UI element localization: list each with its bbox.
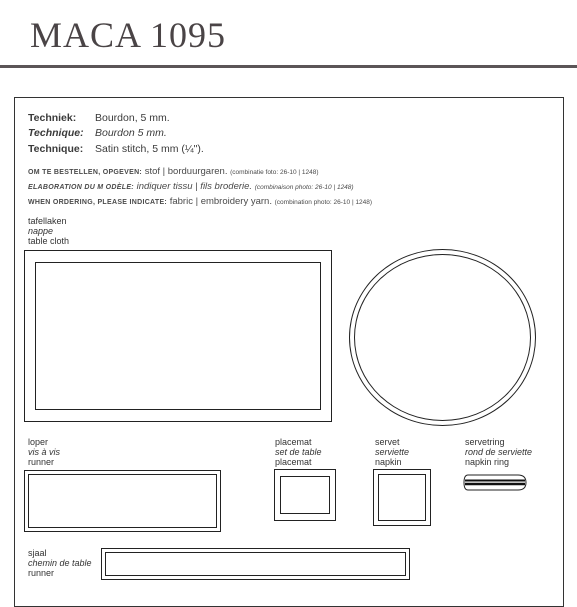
ordering-line-fr (28, 181, 354, 192)
ordering-note: (combinatie foto: 26-10 | 1248) (230, 169, 319, 176)
label-nl: sjaal (28, 548, 47, 558)
spec-line-en (28, 143, 204, 155)
napkin-diagram (373, 469, 431, 526)
label-nl: servetring (465, 437, 505, 447)
label-nl: servet (375, 437, 400, 447)
label-nl: tafellaken (28, 216, 67, 226)
label-nl: loper (28, 437, 49, 447)
ordering-value: stof | borduurgaren. (144, 166, 228, 177)
tablecloth-label (28, 216, 69, 246)
label-en: napkin ring (465, 457, 510, 467)
label-en: runner (28, 568, 55, 578)
label-en: napkin (375, 457, 402, 467)
label-en: placemat (275, 457, 312, 467)
napkin-ring-outline (464, 475, 526, 490)
label-fr: nappe (28, 226, 54, 236)
placemat-label (275, 437, 322, 467)
spec-value: Satin stitch, 5 mm (¼"). (95, 143, 204, 155)
spec-line-fr (28, 127, 167, 139)
label-en: table cloth (28, 236, 70, 246)
label-fr: serviette (375, 447, 410, 457)
ordering-key: ELABORATION DU M ODÈLE: (28, 184, 134, 191)
ordering-value: indiquer tissu | fils broderie. (136, 181, 253, 192)
spec-label: Technique: (28, 127, 84, 139)
header-rule (0, 65, 577, 68)
table-runner-diagram (101, 548, 410, 580)
label-fr: chemin de table (28, 558, 92, 568)
table-runner-embroidery-line (105, 552, 406, 576)
spec-value: Bourdon 5 mm. (95, 127, 167, 139)
ordering-line-nl (28, 166, 319, 177)
ordering-key: WHEN ORDERING, PLEASE INDICATE: (28, 199, 168, 206)
label-en: runner (28, 457, 55, 467)
ordering-note: (combinaison photo: 26-10 | 1248) (254, 184, 354, 191)
spec-value: Bourdon, 5 mm. (95, 112, 170, 124)
label-fr: rond de serviette (465, 447, 533, 457)
tablecloth-rect-diagram (24, 250, 332, 422)
placemat-embroidery-line (280, 476, 330, 514)
napkin-ring-label (465, 437, 532, 467)
ordering-note: (combination photo: 26-10 | 1248) (274, 199, 373, 206)
ordering-line-en (28, 196, 372, 207)
runner-label (28, 437, 60, 467)
spec-line-nl (28, 112, 170, 124)
page-title: MACA 1095 (30, 15, 227, 55)
napkin-ring-diagram (462, 469, 530, 497)
napkin-embroidery-line (378, 474, 426, 521)
label-nl: placemat (275, 437, 312, 447)
label-fr: vis à vis (28, 447, 61, 457)
ordering-value: fabric | embroidery yarn. (169, 196, 272, 207)
runner-diagram (24, 470, 221, 532)
placemat-diagram (274, 469, 336, 521)
napkin-label (375, 437, 409, 467)
ordering-key: OM TE BESTELLEN, OPGEVEN: (28, 169, 143, 176)
tablecloth-embroidery-line (35, 262, 321, 410)
label-fr: set de table (275, 447, 322, 457)
runner-embroidery-line (28, 474, 217, 528)
spec-label: Technique: (28, 143, 84, 155)
table-runner-label (28, 548, 92, 578)
tablecloth-round-embroidery-line (354, 254, 531, 421)
spec-label: Techniek: (28, 112, 77, 124)
